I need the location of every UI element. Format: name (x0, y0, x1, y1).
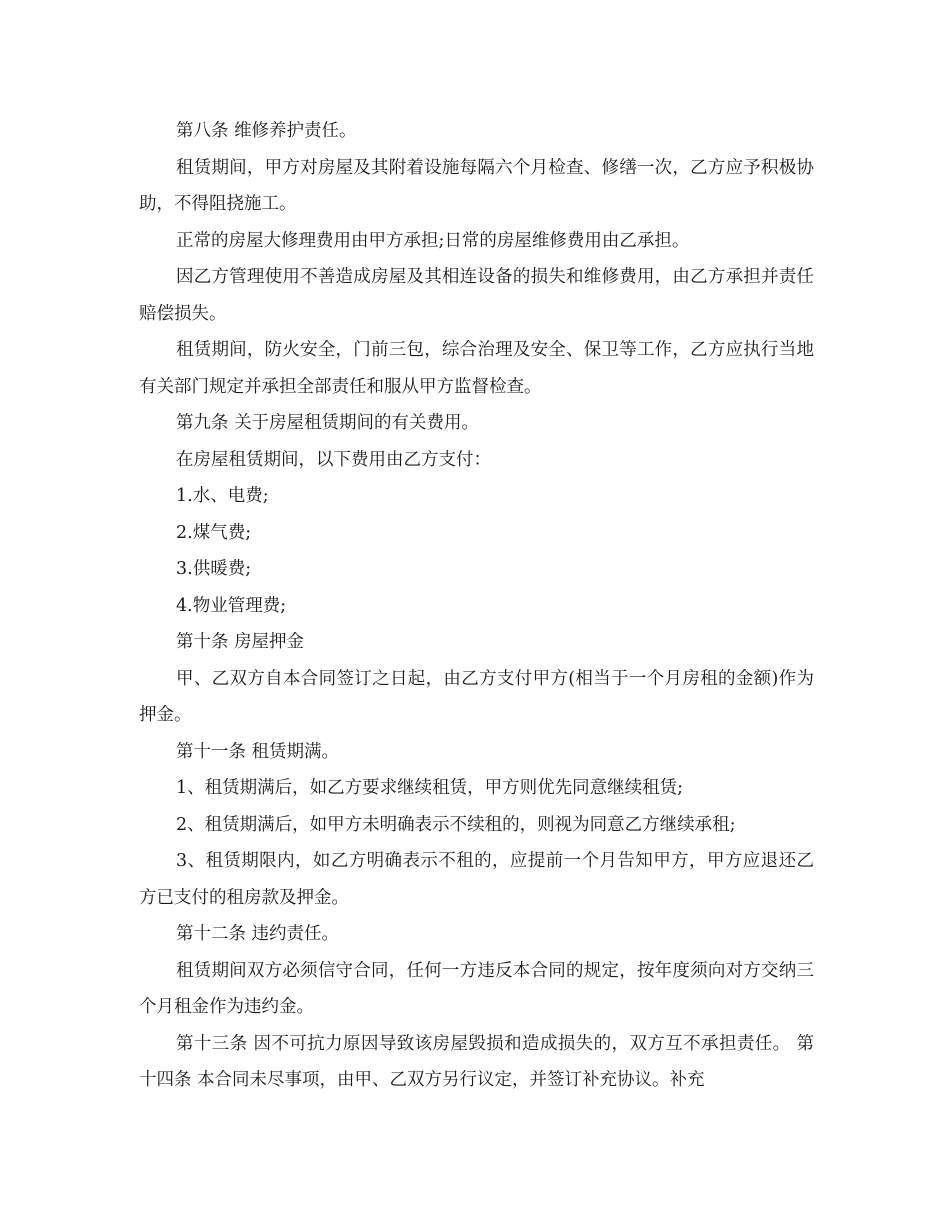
paragraph-deposit: 甲、乙双方自本合同签订之日起，由乙方支付甲方(相当于一个月房租的金额)作为押金。 (139, 668, 814, 725)
paragraph-force-majeure: 第十三条 因不可抗力原因导致该房屋毁损和造成损失的，双方互不承担责任。 第十四条 本合同未尽事项，由甲、乙双方另行议定，并签订补充协议。补充 (139, 1033, 814, 1090)
paragraph-breach-penalty: 租赁期间双方必须信守合同，任何一方违反本合同的规定，按年度须向对方交纳三个月租金作为违约金。 (139, 960, 814, 1017)
document-body (139, 113, 814, 1099)
list-item-property-management: 4.物业管理费; (176, 595, 287, 616)
paragraph-damage-liability: 因乙方管理使用不善造成房屋及其相连设备的损失和维修费用，由乙方承担并责任赔偿损失。 (139, 267, 814, 324)
article-11-heading: 第十一条 租赁期满。 (176, 741, 340, 762)
list-item-lease-renewal-3: 3、租赁期限内，如乙方明确表示不租的，应提前一个月告知甲方，甲方应退还乙方已支付的租房款及押金。 (139, 851, 814, 908)
paragraph-maintenance-inspection: 租赁期间，甲方对房屋及其附着设施每隔六个月检查、修缮一次，乙方应予积极协助，不得阻挠施工。 (139, 157, 814, 214)
paragraph-repair-costs: 正常的房屋大修理费用由甲方承担;日常的房屋维修费用由乙承担。 (176, 230, 690, 251)
list-item-lease-renewal-2: 2、租赁期满后，如甲方未明确表示不续租的，则视为同意乙方继续承租; (176, 814, 736, 835)
list-item-gas: 2.煤气费; (176, 522, 252, 543)
article-9-heading: 第九条 关于房屋租赁期间的有关费用。 (176, 413, 480, 433)
list-item-heating: 3.供暖费; (176, 559, 252, 579)
article-10-heading: 第十条 房屋押金 (176, 632, 305, 652)
article-12-heading: 第十二条 违约责任。 (176, 924, 340, 944)
paragraph-fire-safety: 租赁期间，防火安全，门前三包，综合治理及安全、保卫等工作，乙方应执行当地有关部门规定并承担全部责任和服从甲方监督检查。 (139, 340, 814, 397)
list-item-water-electricity: 1.水、电费; (176, 486, 269, 506)
article-8-heading: 第八条 维修养护责任。 (176, 121, 357, 141)
paragraph-fees-intro: 在房屋租赁期间，以下费用由乙方支付： (176, 449, 491, 470)
list-item-lease-renewal-1: 1、租赁期满后，如乙方要求继续租赁，甲方则优先同意继续租赁; (176, 778, 684, 798)
